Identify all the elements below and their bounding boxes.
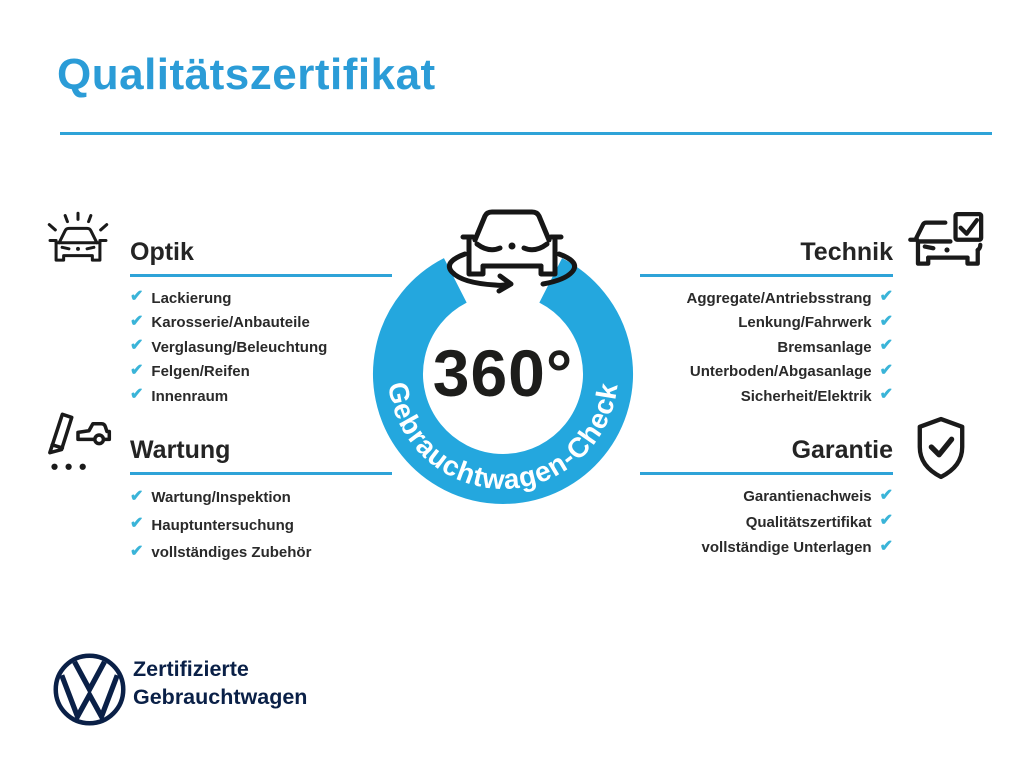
- checklist-item-label: Aggregate/Antriebsstrang: [686, 289, 872, 307]
- check-icon: ✔: [130, 337, 144, 355]
- brand-line1: Zertifizierte: [133, 657, 249, 681]
- checklist: [130, 286, 392, 409]
- check-icon: ✔: [130, 312, 144, 330]
- checklist-item-label: Innenraum: [151, 387, 229, 405]
- header-divider: [60, 132, 992, 135]
- checklist-item-label: Karosserie/Anbauteile: [151, 314, 310, 332]
- brand-claim: [133, 656, 307, 711]
- section-divider: [640, 472, 893, 475]
- section-garantie: [640, 436, 893, 561]
- checklist-item: [640, 360, 893, 385]
- checklist-item: [640, 311, 893, 336]
- check-icon: ✔: [130, 487, 144, 505]
- checklist-item: [130, 360, 392, 385]
- checklist-item-label: Lenkung/Fahrwerk: [738, 314, 872, 332]
- section-title: Optik: [130, 238, 194, 266]
- service-checklist-icon: [42, 410, 114, 475]
- shield-check-icon: [914, 416, 968, 480]
- checklist-item-label: Wartung/Inspektion: [151, 489, 291, 507]
- checklist-item: [640, 335, 893, 360]
- section-wartung: [130, 436, 392, 567]
- checklist-item: [130, 384, 392, 409]
- check-icon: ✔: [879, 486, 893, 504]
- checklist-item: [130, 311, 392, 336]
- check-icon: ✔: [130, 542, 144, 560]
- ring-label: Gebrauchtwagen-Check: [382, 379, 624, 496]
- checklist: [640, 484, 893, 561]
- check-icon: ✔: [130, 361, 144, 379]
- section-optik: [130, 238, 392, 409]
- page-title: Qualitätszertifikat: [57, 50, 436, 99]
- check-icon: ✔: [130, 515, 144, 533]
- check-icon: ✔: [879, 537, 893, 555]
- sparkling-car-icon: [44, 211, 112, 267]
- check-icon: ✔: [879, 386, 893, 404]
- section-divider: [130, 472, 392, 475]
- car-360-rotation-icon: [437, 196, 587, 304]
- vw-logo: [52, 652, 127, 727]
- checklist-item-label: Verglasung/Beleuchtung: [151, 338, 328, 356]
- checklist-item: [640, 286, 893, 311]
- checklist: [130, 484, 392, 567]
- checklist-item-label: Bremsanlage: [777, 338, 872, 356]
- check-icon: ✔: [879, 288, 893, 306]
- car-checkbox-icon: [905, 209, 989, 279]
- checklist-item-label: Qualitätszertifikat: [745, 513, 872, 531]
- check-icon: ✔: [130, 386, 144, 404]
- checklist-item-label: Hauptuntersuchung: [151, 516, 294, 534]
- degree-value: 360°: [432, 336, 574, 410]
- checklist-item: [130, 512, 392, 540]
- checklist-item: [130, 484, 392, 512]
- section-technik: [640, 238, 893, 409]
- checklist-item: [130, 335, 392, 360]
- brand-line2: Gebrauchtwagen: [133, 684, 308, 709]
- section-title: Technik: [800, 238, 893, 266]
- checklist-item-label: Unterboden/Abgasanlage: [689, 363, 872, 381]
- checklist-item: [640, 535, 893, 561]
- check-icon: ✔: [879, 361, 893, 379]
- checklist-item: [130, 286, 392, 311]
- section-title: Garantie: [791, 436, 893, 464]
- checklist-item-label: Sicherheit/Elektrik: [740, 387, 872, 405]
- checklist-item-label: vollständige Unterlagen: [701, 539, 872, 557]
- checklist-item: [640, 510, 893, 536]
- checklist-item: [640, 384, 893, 409]
- section-title: Wartung: [130, 436, 231, 464]
- checklist-item-label: Felgen/Reifen: [151, 363, 250, 381]
- checklist: [640, 286, 893, 409]
- checklist-item-label: Garantienachweis: [743, 488, 872, 506]
- section-divider: [640, 274, 893, 277]
- checklist-item: [130, 539, 392, 567]
- checklist-item-label: vollständiges Zubehör: [151, 544, 312, 562]
- checklist-item: [640, 484, 893, 510]
- check-icon: ✔: [879, 312, 893, 330]
- section-divider: [130, 274, 392, 277]
- check-icon: ✔: [879, 337, 893, 355]
- check-icon: ✔: [130, 288, 144, 306]
- check-icon: ✔: [879, 512, 893, 530]
- checklist-item-label: Lackierung: [151, 289, 232, 307]
